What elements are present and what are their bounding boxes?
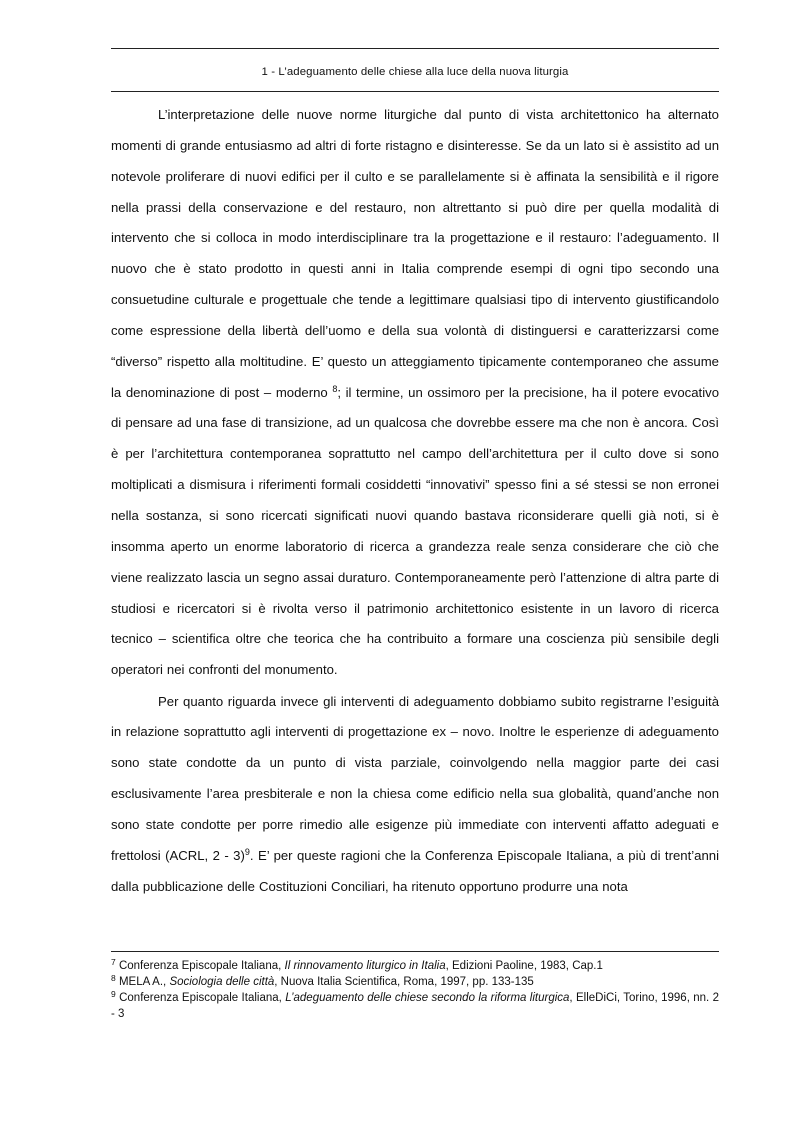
footnote-number: 7 [111,957,116,967]
footnote-title: Sociologia delle città [169,976,275,988]
footnote-8 [111,974,719,990]
footnote-text: Conferenza Episcopale Italiana, [119,992,286,1004]
footnote-title: Il rinnovamento liturgico in Italia [284,960,446,972]
paragraph-1-text-b: ; il termine, un ossimoro per la precisione, ha il potere evocativo di pensare ad una fase di transizione, ad un qualcosa che dovrebbe essere ma che non è ancora. Così è per l’architettura contemporanea soprattutto nel campo dell’architettura per il culto dove si sono moltiplicati a dismisura i riferimenti formali cosiddetti “innovativi” spesso fini a sé stessi se non erronei nella sostanza, si sono ricercati significati nuovi quando bastava riconsiderare quelli già noti, si è insomma aperto un enorme laboratorio di ricerca a grandezza reale senza considerare che ciò che viene realizzato lascia un segno assai duraturo. Contemporaneamente però l’attenzione di altra parte di studiosi e ricercatori si è rivolta verso il patrimonio architettonico esistente in un lavoro di ricerca tecnico – scientifica oltre che teorica che ha contribuito a formare una coscienza più sensibile degli operatori nei confronti del monumento. [111,384,720,678]
footnote-ref-8: 8 [332,383,338,394]
footnote-text: , Nuova Italia Scientifica, Roma, 1997, pp. 133-135 [274,976,534,988]
footnote-number: 8 [111,973,116,983]
footnote-separator [111,951,719,952]
footnote-title: L’adeguamento delle chiese secondo la riforma liturgica [285,992,570,1004]
footnote-text: Conferenza Episcopale Italiana, [118,960,285,972]
header-bottom-rule [111,91,719,92]
running-header: 1 - L’adeguamento delle chiese alla luce della nuova liturgia [261,66,569,78]
paragraph-1-text-a: L’interpretazione delle nuove norme liturgiche dal punto di vista architettonico ha alternato momenti di grande entusiasmo ad altri di forte ristagno e disinteresse. Se da un lato si è assistito ad un notevole proliferare di nuovi edifici per il culto e se parallelamente si è affinata la sensibilità e il rigore nella prassi della conservazione e del restauro, non altrettanto si può dire per quella modalità di intervento che si colloca in modo interdisciplinare tra la progettazione e il restauro: l’adeguamento. Il nuovo che è stato prodotto in questi anni in Italia comprende esempi di ogni tipo secondo una consuetudine culturale e progettuale che tende a legittimare qualsiasi tipo di intervento giustificandolo come espressione della libertà dell’uomo e della sua volontà di distinguersi e caratterizzarsi come “diverso” rispetto alla moltitudine. E’ questo un atteggiamento tipicamente contemporaneo che assume la denominazione di post – moderno [111,107,719,400]
footnote-9 [111,990,719,1022]
paragraph-2-text-a: Per quanto riguarda invece gli interventi di adeguamento dobbiamo subito registrarne l’esiguità in relazione soprattutto agli interventi di progettazione ex – novo. Inoltre le esperienze di adeguamento sono state condotte da un punto di vista parziale, coinvolgendo nella maggior parte dei casi esclusivamente l’area presbiterale e non la chiesa come edificio nella sua globalità, quand’anche non sono state condotte per porre rimedio alle esigenze più immediate con interventi affatto adeguati e frettolosi (ACRL, 2 - 3) [111,693,719,863]
footnote-text: MELA A., [118,976,170,988]
paragraph-1 [111,100,719,686]
body-text [111,100,719,902]
footnote-number: 9 [111,989,116,999]
footnotes [111,958,719,1022]
footnote-ref-9: 9 [244,846,250,857]
footnote-text: , ElleDiCi, Torino, 1996, nn. 2 - 3 [111,992,720,1020]
header-top-rule [111,48,719,49]
footnote-7 [111,958,719,974]
paragraph-2-text-b: . E’ per queste ragioni che la Conferenza Episcopale Italiana, a più di trent’anni dalla pubblicazione delle Costituzioni Conciliari, ha ritenuto opportuno produrre una nota [111,847,719,894]
footnote-text: , Edizioni Paoline, 1983, Cap.1 [445,960,603,972]
paragraph-2 [111,687,719,903]
